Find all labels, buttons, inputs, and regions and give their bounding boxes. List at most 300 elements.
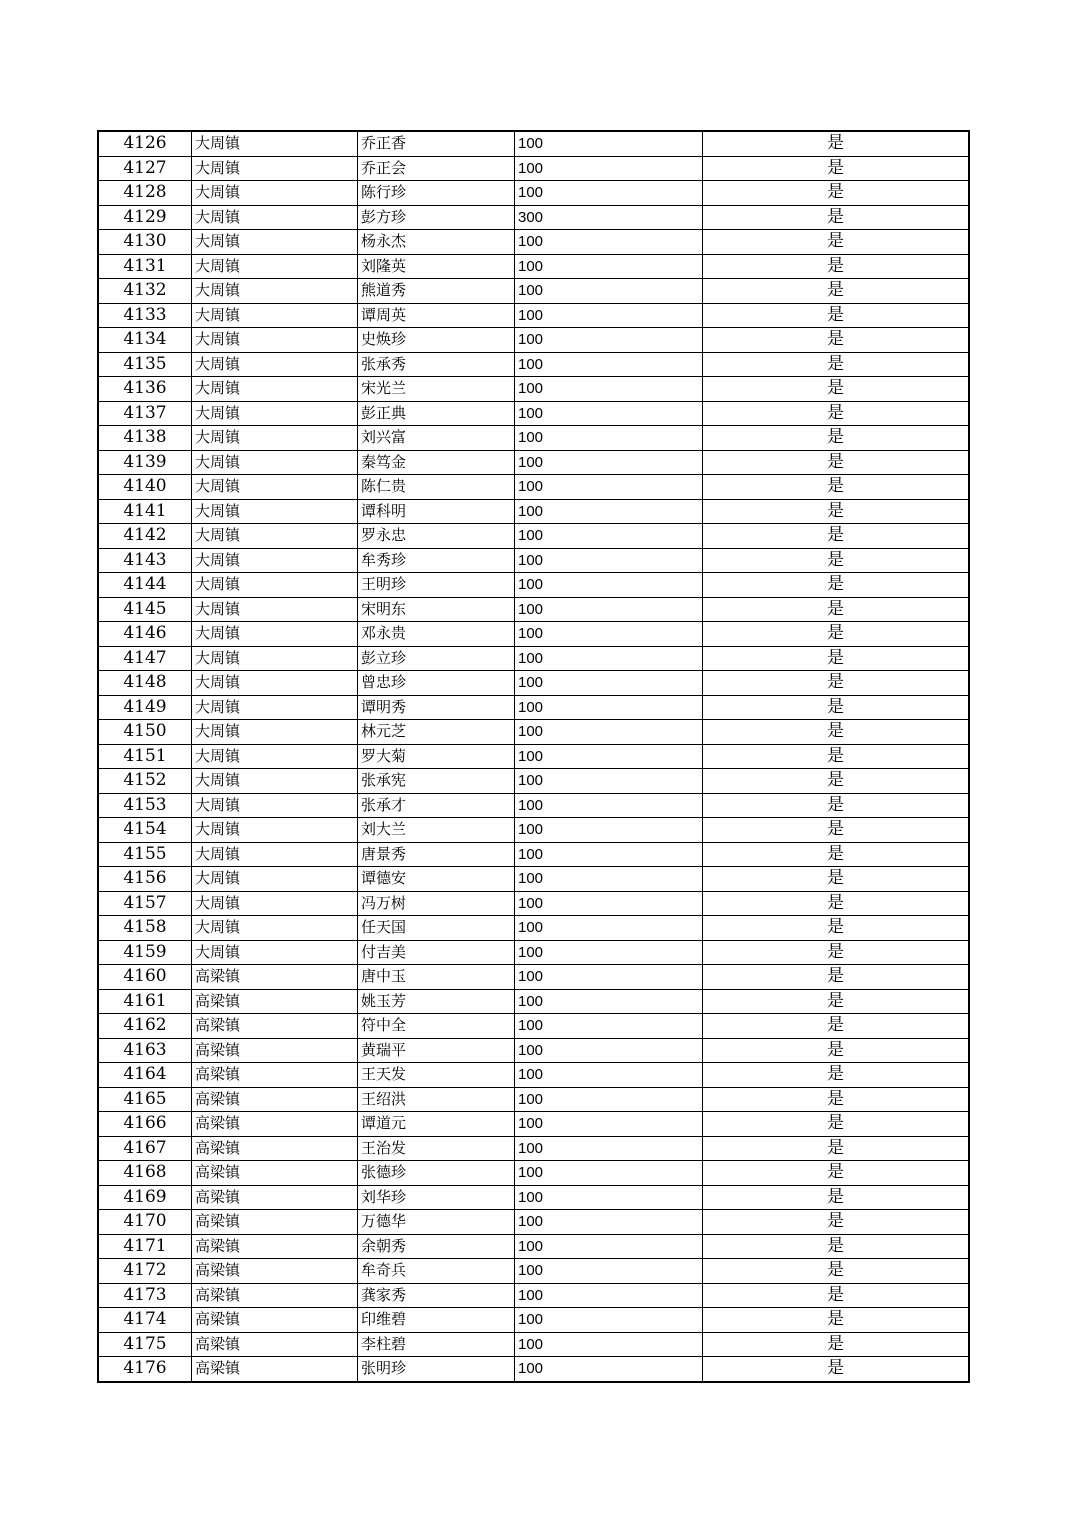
flag-cell: 是 [703,1087,970,1112]
name-cell: 王治发 [358,1136,515,1161]
flag-cell: 是 [703,1136,970,1161]
row-number-cell: 4135 [98,352,192,377]
town-cell: 大周镇 [192,205,358,230]
flag-cell: 是 [703,181,970,206]
name-cell: 唐中玉 [358,965,515,990]
table-row [98,1087,969,1112]
town-cell: 高梁镇 [192,1014,358,1039]
row-number-cell: 4150 [98,720,192,745]
amount-cell: 100 [515,377,703,402]
table-row [98,352,969,377]
town-cell: 大周镇 [192,622,358,647]
town-cell: 大周镇 [192,916,358,941]
amount-cell: 100 [515,695,703,720]
name-cell: 彭正典 [358,401,515,426]
name-cell: 王明珍 [358,573,515,598]
table-row [98,230,969,255]
table-row [98,818,969,843]
table-row [98,646,969,671]
row-number-cell: 4175 [98,1332,192,1357]
row-number-cell: 4131 [98,254,192,279]
table-row [98,793,969,818]
town-cell: 大周镇 [192,769,358,794]
town-cell: 高梁镇 [192,1234,358,1259]
table-row [98,1063,969,1088]
table-row [98,989,969,1014]
amount-cell: 100 [515,965,703,990]
town-cell: 大周镇 [192,548,358,573]
row-number-cell: 4156 [98,867,192,892]
row-number-cell: 4145 [98,597,192,622]
town-cell: 高梁镇 [192,1210,358,1235]
name-cell: 李柱碧 [358,1332,515,1357]
name-cell: 宋光兰 [358,377,515,402]
amount-cell: 100 [515,646,703,671]
town-cell: 高梁镇 [192,1063,358,1088]
town-cell: 大周镇 [192,842,358,867]
town-cell: 大周镇 [192,573,358,598]
town-cell: 高梁镇 [192,989,358,1014]
town-cell: 大周镇 [192,352,358,377]
row-number-cell: 4138 [98,426,192,451]
flag-cell: 是 [703,989,970,1014]
row-number-cell: 4171 [98,1234,192,1259]
flag-cell: 是 [703,254,970,279]
table-row [98,867,969,892]
town-cell: 大周镇 [192,181,358,206]
table-row [98,254,969,279]
amount-cell: 100 [515,1185,703,1210]
table-row [98,377,969,402]
flag-cell: 是 [703,1332,970,1357]
flag-cell: 是 [703,1014,970,1039]
data-table [97,130,970,1383]
row-number-cell: 4134 [98,328,192,353]
table-row [98,1185,969,1210]
name-cell: 乔正会 [358,156,515,181]
town-cell: 大周镇 [192,475,358,500]
flag-cell: 是 [703,401,970,426]
amount-cell: 100 [515,793,703,818]
town-cell: 大周镇 [192,793,358,818]
row-number-cell: 4148 [98,671,192,696]
flag-cell: 是 [703,352,970,377]
name-cell: 刘大兰 [358,818,515,843]
amount-cell: 100 [515,279,703,304]
town-cell: 高梁镇 [192,1112,358,1137]
name-cell: 刘华珍 [358,1185,515,1210]
flag-cell: 是 [703,230,970,255]
name-cell: 张德珍 [358,1161,515,1186]
amount-cell: 100 [515,1038,703,1063]
town-cell: 大周镇 [192,646,358,671]
amount-cell: 100 [515,156,703,181]
name-cell: 余朝秀 [358,1234,515,1259]
row-number-cell: 4164 [98,1063,192,1088]
amount-cell: 100 [515,426,703,451]
row-number-cell: 4151 [98,744,192,769]
flag-cell: 是 [703,279,970,304]
name-cell: 王天发 [358,1063,515,1088]
name-cell: 林元芝 [358,720,515,745]
row-number-cell: 4159 [98,940,192,965]
name-cell: 王绍洪 [358,1087,515,1112]
row-number-cell: 4173 [98,1283,192,1308]
name-cell: 谭明秀 [358,695,515,720]
town-cell: 大周镇 [192,940,358,965]
amount-cell: 100 [515,131,703,156]
name-cell: 乔正香 [358,131,515,156]
town-cell: 大周镇 [192,131,358,156]
row-number-cell: 4142 [98,524,192,549]
amount-cell: 100 [515,842,703,867]
table-row [98,597,969,622]
row-number-cell: 4170 [98,1210,192,1235]
town-cell: 高梁镇 [192,1087,358,1112]
row-number-cell: 4165 [98,1087,192,1112]
flag-cell: 是 [703,744,970,769]
amount-cell: 100 [515,940,703,965]
amount-cell: 100 [515,548,703,573]
flag-cell: 是 [703,1161,970,1186]
amount-cell: 100 [515,450,703,475]
name-cell: 刘兴富 [358,426,515,451]
table-row [98,181,969,206]
town-cell: 高梁镇 [192,1136,358,1161]
row-number-cell: 4154 [98,818,192,843]
table-row [98,156,969,181]
town-cell: 大周镇 [192,279,358,304]
flag-cell: 是 [703,646,970,671]
town-cell: 高梁镇 [192,1161,358,1186]
row-number-cell: 4162 [98,1014,192,1039]
amount-cell: 100 [515,744,703,769]
name-cell: 罗大菊 [358,744,515,769]
amount-cell: 100 [515,524,703,549]
table-row [98,1332,969,1357]
flag-cell: 是 [703,548,970,573]
row-number-cell: 4128 [98,181,192,206]
flag-cell: 是 [703,720,970,745]
flag-cell: 是 [703,769,970,794]
town-cell: 大周镇 [192,597,358,622]
row-number-cell: 4129 [98,205,192,230]
name-cell: 熊道秀 [358,279,515,304]
town-cell: 高梁镇 [192,1357,358,1382]
town-cell: 大周镇 [192,230,358,255]
town-cell: 高梁镇 [192,1332,358,1357]
name-cell: 牟奇兵 [358,1259,515,1284]
town-cell: 大周镇 [192,695,358,720]
flag-cell: 是 [703,377,970,402]
row-number-cell: 4169 [98,1185,192,1210]
flag-cell: 是 [703,524,970,549]
amount-cell: 100 [515,328,703,353]
row-number-cell: 4157 [98,891,192,916]
name-cell: 任天国 [358,916,515,941]
table-row [98,622,969,647]
amount-cell: 100 [515,254,703,279]
name-cell: 冯万树 [358,891,515,916]
town-cell: 大周镇 [192,401,358,426]
flag-cell: 是 [703,1283,970,1308]
amount-cell: 100 [515,720,703,745]
name-cell: 刘隆英 [358,254,515,279]
name-cell: 谭道元 [358,1112,515,1137]
table-row [98,940,969,965]
amount-cell: 100 [515,1308,703,1333]
table-row [98,499,969,524]
town-cell: 大周镇 [192,156,358,181]
table-row [98,279,969,304]
name-cell: 谭周英 [358,303,515,328]
amount-cell: 100 [515,818,703,843]
row-number-cell: 4127 [98,156,192,181]
flag-cell: 是 [703,499,970,524]
row-number-cell: 4160 [98,965,192,990]
amount-cell: 100 [515,1087,703,1112]
name-cell: 秦笃金 [358,450,515,475]
flag-cell: 是 [703,1063,970,1088]
flag-cell: 是 [703,597,970,622]
flag-cell: 是 [703,156,970,181]
table-row [98,131,969,156]
name-cell: 姚玉芳 [358,989,515,1014]
flag-cell: 是 [703,622,970,647]
table-row [98,475,969,500]
flag-cell: 是 [703,303,970,328]
town-cell: 高梁镇 [192,1308,358,1333]
amount-cell: 100 [515,867,703,892]
row-number-cell: 4163 [98,1038,192,1063]
name-cell: 张承宪 [358,769,515,794]
name-cell: 谭德安 [358,867,515,892]
table-row [98,401,969,426]
amount-cell: 100 [515,1161,703,1186]
table-row [98,720,969,745]
row-number-cell: 4137 [98,401,192,426]
table-row [98,891,969,916]
row-number-cell: 4132 [98,279,192,304]
row-number-cell: 4146 [98,622,192,647]
name-cell: 万德华 [358,1210,515,1235]
name-cell: 张明珍 [358,1357,515,1382]
amount-cell: 100 [515,181,703,206]
row-number-cell: 4161 [98,989,192,1014]
name-cell: 彭方珍 [358,205,515,230]
table-row [98,1112,969,1137]
flag-cell: 是 [703,450,970,475]
name-cell: 黄瑞平 [358,1038,515,1063]
row-number-cell: 4172 [98,1259,192,1284]
row-number-cell: 4133 [98,303,192,328]
table-row [98,1161,969,1186]
name-cell: 印维碧 [358,1308,515,1333]
flag-cell: 是 [703,867,970,892]
town-cell: 大周镇 [192,818,358,843]
name-cell: 张承才 [358,793,515,818]
amount-cell: 100 [515,1357,703,1382]
name-cell: 彭立珍 [358,646,515,671]
row-number-cell: 4155 [98,842,192,867]
row-number-cell: 4143 [98,548,192,573]
flag-cell: 是 [703,1259,970,1284]
name-cell: 陈仁贵 [358,475,515,500]
table-row [98,1308,969,1333]
town-cell: 大周镇 [192,499,358,524]
flag-cell: 是 [703,940,970,965]
amount-cell: 100 [515,1112,703,1137]
name-cell: 符中全 [358,1014,515,1039]
row-number-cell: 4174 [98,1308,192,1333]
amount-cell: 100 [515,622,703,647]
town-cell: 大周镇 [192,891,358,916]
town-cell: 大周镇 [192,867,358,892]
name-cell: 杨永杰 [358,230,515,255]
flag-cell: 是 [703,793,970,818]
town-cell: 大周镇 [192,377,358,402]
flag-cell: 是 [703,842,970,867]
row-number-cell: 4166 [98,1112,192,1137]
row-number-cell: 4126 [98,131,192,156]
table-row [98,205,969,230]
amount-cell: 100 [515,1283,703,1308]
town-cell: 大周镇 [192,744,358,769]
flag-cell: 是 [703,1112,970,1137]
name-cell: 宋明东 [358,597,515,622]
row-number-cell: 4176 [98,1357,192,1382]
table-row [98,769,969,794]
row-number-cell: 4167 [98,1136,192,1161]
amount-cell: 100 [515,1014,703,1039]
table-row [98,328,969,353]
name-cell: 唐景秀 [358,842,515,867]
town-cell: 大周镇 [192,524,358,549]
town-cell: 高梁镇 [192,1259,358,1284]
town-cell: 高梁镇 [192,1038,358,1063]
town-cell: 大周镇 [192,450,358,475]
table-body [98,131,969,1382]
row-number-cell: 4144 [98,573,192,598]
row-number-cell: 4139 [98,450,192,475]
table-row [98,916,969,941]
amount-cell: 100 [515,769,703,794]
town-cell: 大周镇 [192,254,358,279]
table-row [98,1136,969,1161]
flag-cell: 是 [703,916,970,941]
amount-cell: 100 [515,1063,703,1088]
amount-cell: 100 [515,671,703,696]
flag-cell: 是 [703,1234,970,1259]
amount-cell: 100 [515,1234,703,1259]
amount-cell: 100 [515,989,703,1014]
table-row [98,1014,969,1039]
amount-cell: 100 [515,597,703,622]
amount-cell: 100 [515,916,703,941]
table-row [98,1038,969,1063]
amount-cell: 100 [515,1210,703,1235]
table-row [98,744,969,769]
flag-cell: 是 [703,1210,970,1235]
town-cell: 大周镇 [192,426,358,451]
town-cell: 大周镇 [192,303,358,328]
name-cell: 陈行珍 [358,181,515,206]
flag-cell: 是 [703,475,970,500]
flag-cell: 是 [703,1357,970,1382]
table-row [98,548,969,573]
table-row [98,695,969,720]
flag-cell: 是 [703,1038,970,1063]
amount-cell: 100 [515,230,703,255]
name-cell: 付吉美 [358,940,515,965]
amount-cell: 100 [515,499,703,524]
table-row [98,671,969,696]
table-row [98,573,969,598]
row-number-cell: 4147 [98,646,192,671]
name-cell: 罗永忠 [358,524,515,549]
row-number-cell: 4130 [98,230,192,255]
flag-cell: 是 [703,891,970,916]
table-row [98,1210,969,1235]
name-cell: 谭科明 [358,499,515,524]
table-row [98,1234,969,1259]
name-cell: 龚家秀 [358,1283,515,1308]
amount-cell: 100 [515,1332,703,1357]
name-cell: 曾忠珍 [358,671,515,696]
flag-cell: 是 [703,965,970,990]
flag-cell: 是 [703,818,970,843]
table-row [98,524,969,549]
flag-cell: 是 [703,573,970,598]
row-number-cell: 4158 [98,916,192,941]
name-cell: 牟秀珍 [358,548,515,573]
amount-cell: 100 [515,573,703,598]
flag-cell: 是 [703,1308,970,1333]
table-row [98,1283,969,1308]
table-row [98,1357,969,1382]
amount-cell: 100 [515,1136,703,1161]
amount-cell: 100 [515,1259,703,1284]
amount-cell: 300 [515,205,703,230]
table-row [98,1259,969,1284]
table-row [98,842,969,867]
town-cell: 高梁镇 [192,1185,358,1210]
flag-cell: 是 [703,695,970,720]
amount-cell: 100 [515,303,703,328]
flag-cell: 是 [703,426,970,451]
flag-cell: 是 [703,671,970,696]
row-number-cell: 4136 [98,377,192,402]
row-number-cell: 4168 [98,1161,192,1186]
row-number-cell: 4141 [98,499,192,524]
table-row [98,450,969,475]
flag-cell: 是 [703,1185,970,1210]
row-number-cell: 4153 [98,793,192,818]
name-cell: 史焕珍 [358,328,515,353]
name-cell: 张承秀 [358,352,515,377]
row-number-cell: 4152 [98,769,192,794]
table-row [98,965,969,990]
row-number-cell: 4149 [98,695,192,720]
flag-cell: 是 [703,131,970,156]
name-cell: 邓永贵 [358,622,515,647]
amount-cell: 100 [515,475,703,500]
flag-cell: 是 [703,328,970,353]
town-cell: 高梁镇 [192,1283,358,1308]
flag-cell: 是 [703,205,970,230]
amount-cell: 100 [515,891,703,916]
town-cell: 高梁镇 [192,965,358,990]
